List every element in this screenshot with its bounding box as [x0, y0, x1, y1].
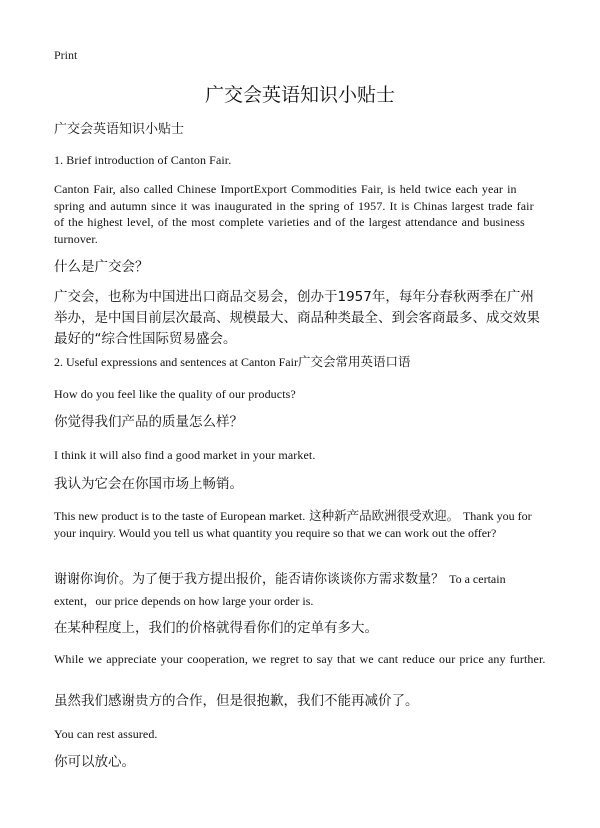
sentence7-en: You can rest assured. [54, 727, 158, 741]
print-label: Print [54, 48, 78, 62]
section2-heading [54, 354, 546, 371]
section1-paragraph-cn: 广交会，也称为中国进出口商品交易会，创办于1957年，每年分春秋两季在广州举办，是中国目前层次最高、规模最大、商品种类最全、到会客商最多、成交效果最好的“综合性国际贸易盛会。 [54, 289, 540, 347]
sentence3-en-1: This new product is to the taste of European market. [54, 509, 306, 523]
answer1-en: I think it will also find a good market in your market. [54, 448, 316, 462]
sentence4-cn: 谢谢你询价。为了便于我方提出报价，能否请你谈谈你方需求数量？ [54, 572, 445, 587]
sentence6-en: While we appreciate your cooperation, we regret to say that we cant reduce our price any further. [54, 652, 546, 666]
section2-heading-cn: 广交会常用英语口语 [297, 354, 411, 369]
sentence4 [54, 568, 546, 611]
sentence6-cn: 虽然我们感谢贵方的合作，但是很抱歉，我们不能再减价了。 [54, 693, 419, 709]
sentence3-en-2: Thank you for your inquiry. Would you tell us what quantity you require so that we can work out the offer? [54, 509, 532, 540]
sentence5-cn: 在某种程度上，我们的价格就得看你们的定单有多大。 [54, 620, 378, 636]
section1-paragraph-en: Canton Fair, also called Chinese ImportExport Commodities Fair, is held twice each year in spring and autumn since it was inaugurated in the spring of 1957. It is Chinas largest trade fair of the highest level, of the most complete varieties and of the largest attendance and business turnover. [54, 182, 534, 246]
subtitle: 广交会英语知识小贴士 [54, 122, 185, 137]
question1-cn: 你觉得我们产品的质量怎么样？ [54, 414, 243, 430]
sentence3-cn: 这种新产品欧洲很受欢迎。 [309, 508, 460, 523]
sentence3 [54, 508, 546, 541]
section1-question-cn: 什么是广交会？ [54, 259, 149, 275]
section2-heading-en: 2. Useful expressions and sentences at Canton Fair [54, 355, 298, 369]
sentence4-en: To a certain extent，our price depends on how large your order is. [54, 572, 506, 608]
page-title: 广交会英语知识小贴士 [204, 84, 395, 106]
question1-en: How do you feel like the quality of our products? [54, 387, 296, 401]
sentence7-cn: 你可以放心。 [54, 754, 135, 770]
answer1-cn: 我认为它会在你国市场上畅销。 [54, 476, 243, 492]
section1-heading: 1. Brief introduction of Canton Fair. [54, 153, 232, 167]
